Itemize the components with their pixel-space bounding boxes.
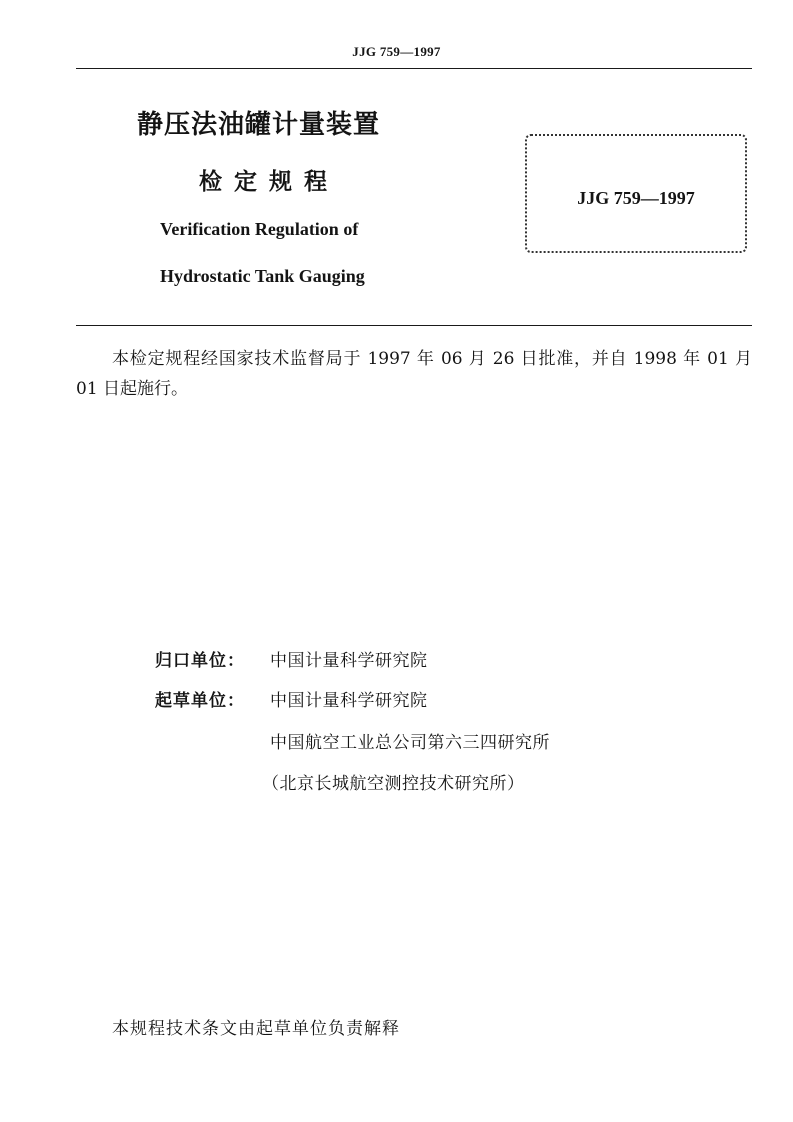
- drafting-unit-value: 中国计量科学研究院: [270, 691, 428, 711]
- drafting-unit-value: 中国航空工业总公司第六三四研究所: [270, 733, 550, 753]
- document-title-en-line2: Hydrostatic Tank Gauging: [160, 266, 365, 286]
- running-header-code: JJG 759—1997: [352, 44, 441, 59]
- responsible-unit-value: 中国计量科学研究院: [270, 651, 428, 671]
- responsible-unit-label: 归口单位：: [155, 651, 245, 671]
- drafting-unit-label: 起草单位：: [155, 691, 245, 711]
- document-subtitle-cn: 检定规程: [199, 169, 339, 195]
- document-title-cn: 静压法油罐计量装置: [137, 110, 381, 140]
- approval-statement: 本检定规程经国家技术监督局于 1997 年 06 月 26 日批准，并自 1998 年 01 月 01 日起施行。: [76, 349, 752, 399]
- document-title-en-line1: Verification Regulation of: [160, 219, 359, 239]
- header-rule: [76, 68, 752, 69]
- interpretation-note: 本规程技术条文由起草单位负责解释: [112, 1019, 400, 1039]
- title-rule: [76, 325, 752, 326]
- regulation-code-box: [525, 134, 747, 253]
- drafting-unit-value: （北京长城航空测控技术研究所）: [262, 774, 525, 794]
- regulation-code-label: JJG 759—1997: [577, 188, 695, 208]
